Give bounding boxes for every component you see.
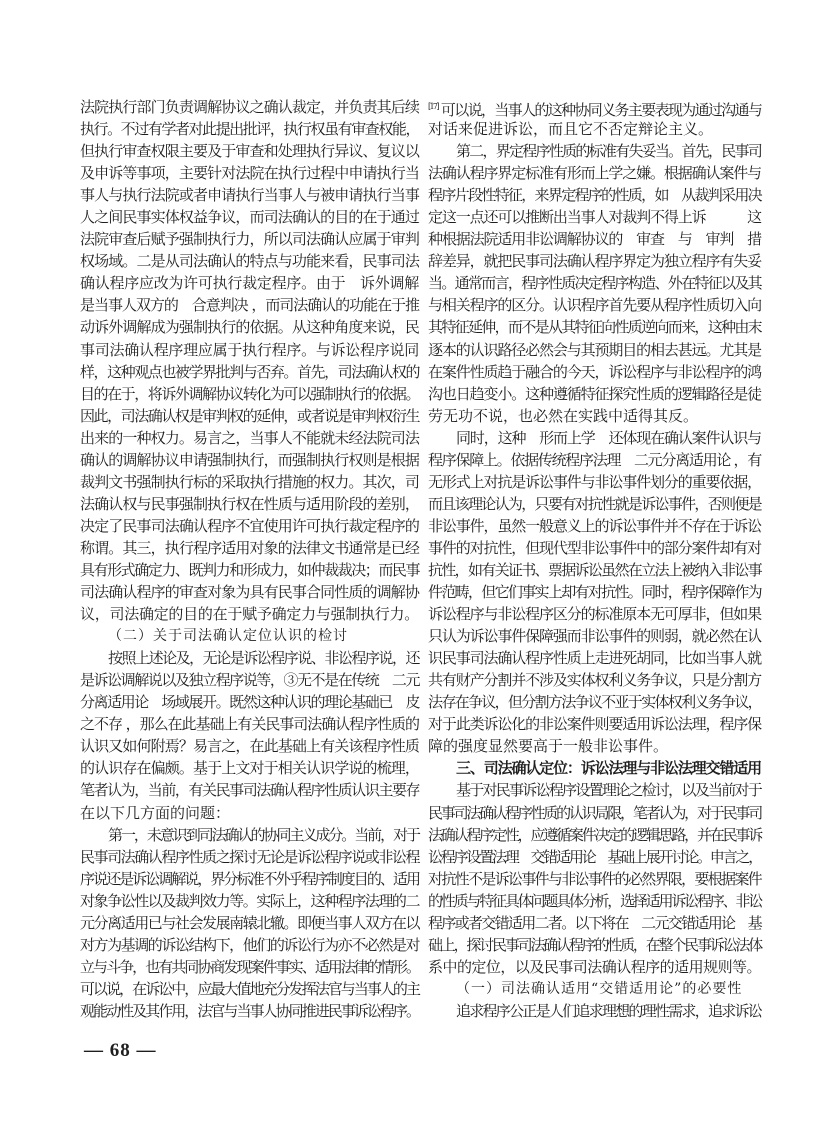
text-line — [428, 96, 761, 118]
text-line: 但执行审查权限主要及于审查和处理执行异议、复议以 — [80, 142, 420, 161]
text-line: 对话来促进诉讼，而且它不否定辩论主义。 — [428, 120, 714, 139]
text-line: 而且该理论认为，只要有对抗性就是诉讼事件，否则便是 — [428, 494, 762, 513]
text-line: 无形式上对抗是诉讼事件与非讼事件划分的重要依据， — [428, 472, 762, 491]
left-column — [80, 96, 419, 1022]
text-line: 定这一点还可以推断出当事人对裁判不得上诉 这 — [428, 208, 762, 227]
paragraph — [428, 779, 761, 977]
text-line-content: 可以说，当事人的这种协同义务主要表现为通过沟通与 — [437, 101, 762, 119]
text-line: 法院执行部门负责调解协议之确认裁定，并负责其后续 — [80, 98, 420, 116]
text-line: 样，这种观点也被学界批判与否弃。首先，司法确认权的 — [80, 362, 420, 381]
text-line: （二）关于司法确认定位认识的检讨 — [108, 628, 348, 645]
text-line: 序说还是诉讼调解说，界分标准不外乎程序制度目的、适用 — [80, 869, 420, 888]
section-heading — [428, 757, 761, 779]
text-line: 分离适用论 场域展开。既然这种认识的理论基础已 皮 — [80, 693, 420, 712]
text-line: 其特征延伸，而不是从其特征向性质逆向而来，这种由末 — [428, 318, 762, 337]
text-line: 辞差异，就把民事司法确认程序界定为独立程序有失妥 — [428, 252, 762, 271]
text-line: 决定了民事司法确认程序不宜使用许可执行裁定程序的 — [80, 516, 420, 535]
text-line: 沟也日趋变小。这种遵循特征探究性质的逻辑路径是徒 — [428, 384, 762, 403]
text-line: 对方为基调的诉讼结构下，他们的诉讼行为亦不必然是对 — [80, 935, 420, 954]
text-line: 逐本的认识路径必然会与其预期目的相去甚远。尤其是 — [428, 340, 762, 359]
text-line: 的性质与特征具体问题具体分析，选择适用诉讼程序、非讼 — [428, 891, 762, 910]
text-line: 事人与执行法院或者申请执行当事人与被申请执行当事 — [80, 186, 420, 205]
text-line: 础上，探讨民事司法确认程序的性质，在整个民事诉讼法体 — [428, 935, 762, 954]
text-line: 称谓。其三，执行程序适用对象的法律文书通常是已经 — [80, 538, 420, 557]
text-line: 对于此类诉讼化的非讼案件则要适用诉讼法理，程序保 — [428, 715, 762, 734]
text-line: 第一，未意识到司法确认的协同主义成分。当前，对于 — [108, 825, 420, 844]
text-line: 共有财产分割并不涉及实体权利义务争议，只是分割方 — [428, 671, 762, 690]
text-line: 障的强度显然要高于一般非讼事件。 — [428, 737, 669, 756]
text-line: 确认的调解协议申请强制执行，而强制执行权则是根据 — [80, 450, 420, 469]
text-line: 抗性，如有关证书、票据诉讼虽然在立法上被纳入非讼事 — [428, 560, 762, 579]
text-line: 认识又如何附焉？易言之，在此基础上有关该程序性质 — [80, 737, 420, 756]
text-line: 识民事司法确认程序性质上走进死胡同，比如当事人就 — [428, 649, 762, 668]
paragraph — [428, 140, 761, 427]
text-line: 当。通常而言，程序性质决定程序构造、外在特征以及其 — [428, 274, 762, 293]
text-line: 是当事人双方的 合意判决 ，而司法确认的功能在于推 — [80, 296, 419, 315]
text-line: 基于对民事诉讼程序设置理论之检讨，以及当前对于 — [456, 781, 762, 800]
text-line: 观能动性及其作用，法官与当事人协同推进民事诉讼程序。 — [80, 1001, 420, 1020]
subsection-heading — [428, 978, 761, 1000]
text-line: 元分离适用已与社会发展南辕北辙。即便当事人双方在以 — [80, 913, 420, 932]
text-line: 在案件性质趋于融合的今天，诉讼程序与非讼程序的鸿 — [428, 362, 762, 381]
text-line: 按照上述论及，无论是诉讼程序说、非讼程序说，还 — [108, 649, 420, 668]
text-line: 非讼事件，虽然一般意义上的诉讼事件并不存在于诉讼 — [428, 516, 762, 535]
text-line: 目的在于，将诉外调解协议转化为可以强制执行的依据。 — [80, 384, 420, 403]
text-line: 诉讼程序与非讼程序区分的标准原本无可厚非，但如果 — [428, 605, 762, 624]
text-line: 只认为诉讼事件保障强而非讼事件的则弱，就必然在认 — [428, 627, 762, 646]
text-line: 执行。不过有学者对此提出批评，执行权虽有审查权能， — [80, 120, 420, 139]
text-line: 法确认权与民事强制执行权在性质与适用阶段的差别， — [80, 494, 420, 513]
paragraph — [428, 427, 761, 758]
text-line: 具有形式确定力、既判力和形成力，如仲裁裁决；而民事 — [80, 560, 420, 579]
paragraph — [428, 1000, 761, 1022]
text-line: 裁判文书强制执行标的采取执行措施的权力。其次，司 — [80, 472, 420, 491]
text-line: 出来的一种权力。易言之，当事人不能就未经法院司法 — [80, 428, 420, 447]
paragraph — [428, 96, 761, 140]
text-line: 程序片段性特征，来界定程序的性质，如 从裁判采用决 — [428, 186, 762, 205]
text-line: 第二，界定程序性质的标准有失妥当。首先，民事司 — [456, 142, 762, 161]
text-line: 及申诉等事项，主要针对法院在执行过程中申请执行当 — [80, 164, 420, 183]
footnote-marker: [17] — [428, 102, 438, 111]
text-line: 法院审查后赋予强制执行力，所以司法确认应属于审判 — [80, 230, 420, 249]
text-line: 系中的定位，以及民事司法确认程序的适用规则等。 — [428, 957, 762, 976]
text-line: 立与斗争，也有共同协商发现案件事实、适用法律的情形。 — [80, 957, 420, 976]
page-number: — 68 — — [84, 1040, 157, 1061]
text-line: 三、司法确认定位：诉讼法理与非讼法理交错适用 — [456, 759, 762, 778]
text-line: 可以说，在诉讼中，应最大值地充分发挥法官与当事人的主 — [80, 979, 420, 998]
text-line: 讼程序设置法理 交错适用论 基础上展开讨论。申言之， — [428, 847, 762, 866]
right-column — [428, 96, 761, 1022]
text-line: 件范畴，但它们事实上却有对抗性。同时，程序保障作为 — [428, 583, 762, 602]
text-line: 事件的对抗性，但现代型非讼事件中的部分案件却有对 — [428, 538, 762, 557]
text-line: 民事司法确认程序性质之探讨无论是诉讼程序说或非讼程 — [80, 847, 420, 866]
text-line: 法存在争议，但分割方法争议不亚于实体权利义务争议， — [428, 693, 762, 712]
text-line: 的认识存在偏颇。基于上文对于相关认识学说的梳理， — [80, 759, 420, 778]
text-line: 人之间民事实体权益争议，而司法确认的目的在于通过 — [80, 208, 420, 227]
text-line: 在以下几方面的问题： — [80, 803, 231, 822]
text-line: 确认程序应改为许可执行裁定程序。由于 诉外调解 — [80, 274, 420, 293]
text-line: 司法确认程序的审查对象为具有民事合同性质的调解协 — [80, 583, 420, 602]
text-line: 笔者认为，当前，有关民事司法确认程序性质认识主要存 — [80, 781, 420, 800]
text-line: 之不存 ，那么在此基础上有关民事司法确认程序性质的 — [80, 715, 419, 734]
text-line: 程序保障上。依据传统程序法理 二元分离适用论 ，有 — [428, 450, 761, 469]
paragraph — [80, 647, 419, 823]
text-line: 权场域。二是从司法确认的特点与功能来看，民事司法 — [80, 252, 420, 271]
text-line: （一）司法确认适用“交错适用论”的必要性 — [456, 980, 743, 997]
paragraph — [80, 96, 419, 625]
text-line: 议，司法确定的目的在于赋予确定力与强制执行力。 — [80, 605, 420, 624]
text-line: 对抗性不是诉讼事件与非讼事件的必然界限，要根据案件 — [428, 869, 762, 888]
paragraph — [80, 824, 419, 1022]
text-line: 动诉外调解成为强制执行的依据。从这种角度来说，民 — [80, 318, 420, 337]
text-line: 民事司法确认程序性质的认识局限，笔者认为，对于民事司 — [428, 803, 762, 822]
text-line: 法确认程序界定标准有形而上学之嫌。根据确认案件与 — [428, 164, 762, 183]
text-line: 法确认程序定性，应遵循案件决定的逻辑思路，并在民事诉 — [428, 825, 762, 844]
text-line: 种根据法院适用非讼调解协议的 审查 与 审判 措 — [428, 230, 762, 249]
text-line: 事司法确认程序理应属于执行程序。与诉讼程序说同 — [80, 340, 420, 359]
text-line: 追求程序公正是人们追求理想的理性需求，追求诉讼 — [456, 1001, 762, 1020]
text-line: 程序或者交错适用二者。以下将在 二元交错适用论 基 — [428, 913, 762, 932]
subsection-heading — [80, 625, 419, 647]
text-line: 是诉讼调解说以及独立程序说等，③无不是在传统 二元 — [80, 671, 420, 690]
text-line: 对象争讼性以及裁判效力等。实际上，这种程序法理的二 — [80, 891, 420, 910]
text-line: 劳无功不说，也必然在实践中适得其反。 — [428, 406, 699, 425]
text-line: 与相关程序的区分。认识程序首先要从程序性质切入向 — [428, 296, 762, 315]
text-line: 因此，司法确认权是审判权的延伸，或者说是审判权衍生 — [80, 406, 420, 425]
text-line: 同时，这种 形而上学 还体现在确认案件认识与 — [456, 428, 762, 447]
